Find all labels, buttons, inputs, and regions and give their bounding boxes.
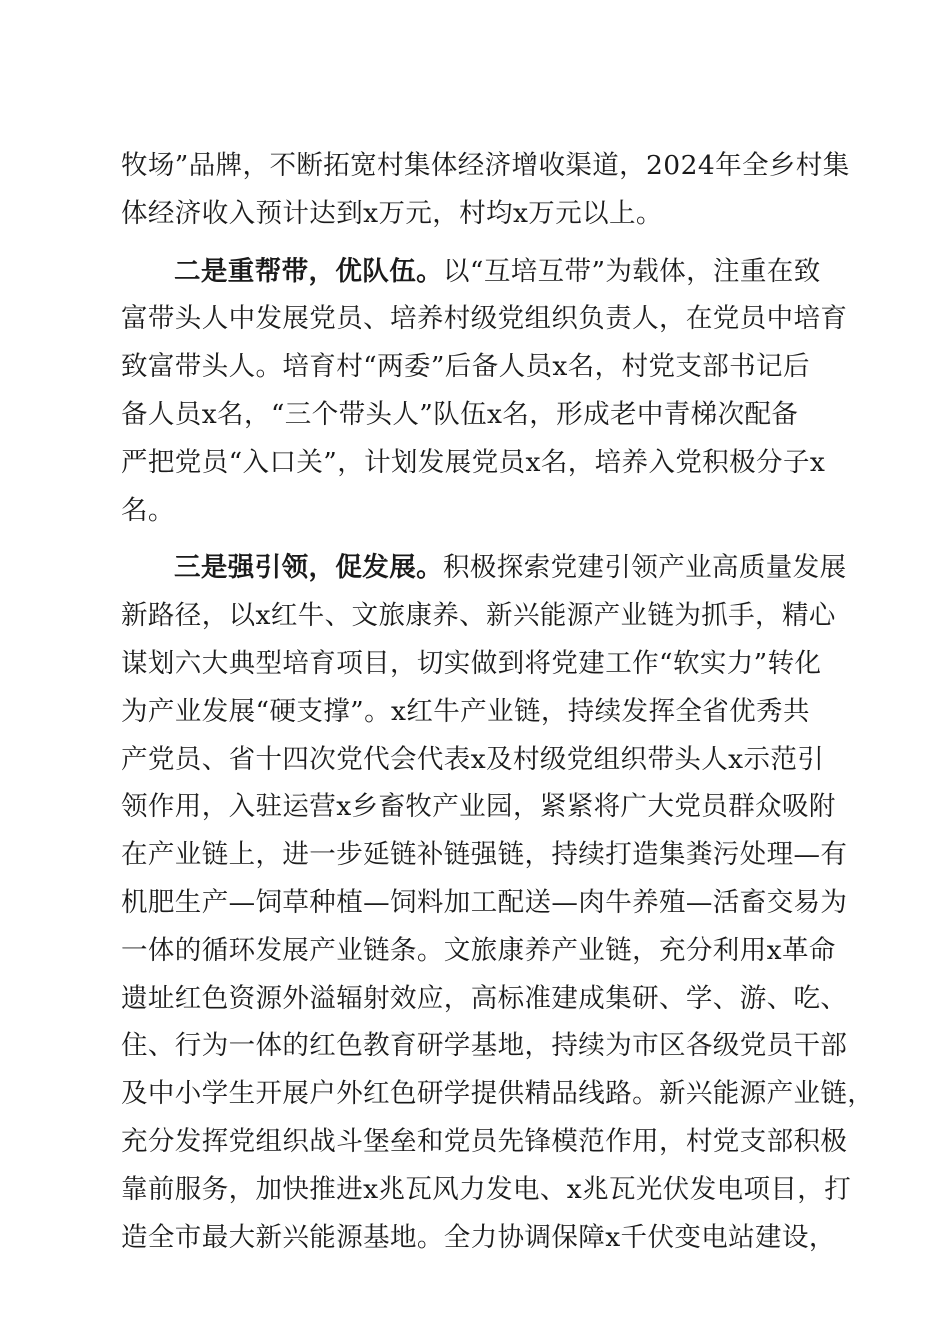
paragraph-1-line-1: 牧场”品牌，不断拓宽村集体经济增收渠道，2024年全乡村集 [121,150,850,181]
paragraph-3-line-3: 谋划六大典型培育项目，切实做到将党建工作“软实力”转化 [121,647,822,679]
paragraph-3-line-7: 在产业链上，进一步延链补链强链，持续打造集粪污处理—有 [121,839,848,871]
paragraph-3-line-2: 新路径，以x红牛、文旅康养、新兴能源产业链为抓手，精心 [121,600,836,632]
paragraph-3-line-13: 充分发挥党组织战斗堡垒和党员先锋模范作用，村党支部积极 [121,1125,848,1157]
paragraph-2-lead: 二是重帮带，优队伍。 [174,255,443,287]
document-body [121,142,875,1261]
paragraph-3-first-line-rest: 积极探索党建引领产业高质量发展 [443,552,847,584]
paragraph-3-lead: 三是强引领，促发展。 [174,552,443,584]
paragraph-2-line-3: 致富带头人。培育村“两委”后备人员x名，村党支部书记后 [121,351,810,383]
paragraph-2-line-1 [121,248,833,296]
paragraph-3-line-15: 造全市最大新兴能源基地。全力协调保障x千伏变电站建设， [121,1221,836,1253]
paragraph-2-line-6: 名。 [121,494,175,526]
paragraph-3-line-1 [121,544,847,592]
paragraph-gap [121,238,833,248]
paragraph-2-first-line-rest: 以“互培互带”为载体，注重在致 [443,255,821,287]
paragraph-1-line-2: 体经济收入预计达到x万元，村均x万元以上。 [121,197,663,229]
paragraph-2-line-4: 备人员x名，“三个带头人”队伍x名，形成老中青梯次配备 [121,398,799,430]
paragraph-2-line-5: 严把党员“入口关”，计划发展党员x名，培养入党积极分子x [121,446,826,478]
paragraph-2-line-2: 富带头人中发展党员、培养村级党组织负责人，在党员中培育 [121,303,848,335]
paragraph-3-line-11: 住、行为一体的红色教育研学基地，持续为市区各级党员干部 [121,1030,848,1062]
paragraph-3-line-9: 一体的循环发展产业链条。文旅康养产业链，充分利用x革命 [121,934,836,966]
paragraph-3-line-14: 靠前服务，加快推进x兆瓦风力发电、x兆瓦光伏发电项目，打 [121,1173,852,1205]
paragraph-3-line-6: 领作用，入驻运营x乡畜牧产业园，紧紧将广大党员群众吸附 [121,791,836,823]
paragraph-3-line-8: 机肥生产—饲草种植—饲料加工配送—肉牛养殖—活畜交易为 [121,886,848,918]
paragraph-3-line-10: 遗址红色资源外溢辐射效应，高标准建成集研、学、游、吃、 [121,982,848,1014]
paragraph-3-line-5: 产党员、省十四次党代会代表x及村级党组织带头人x示范引 [121,743,825,775]
paragraph-3-line-12: 及中小学生开展户外红色研学提供精品线路。新兴能源产业链， [121,1078,875,1110]
paragraph-gap [121,534,833,544]
paragraph-3-line-4: 为产业发展“硬支撑”。x红牛产业链，持续发挥全省优秀共 [121,695,810,727]
